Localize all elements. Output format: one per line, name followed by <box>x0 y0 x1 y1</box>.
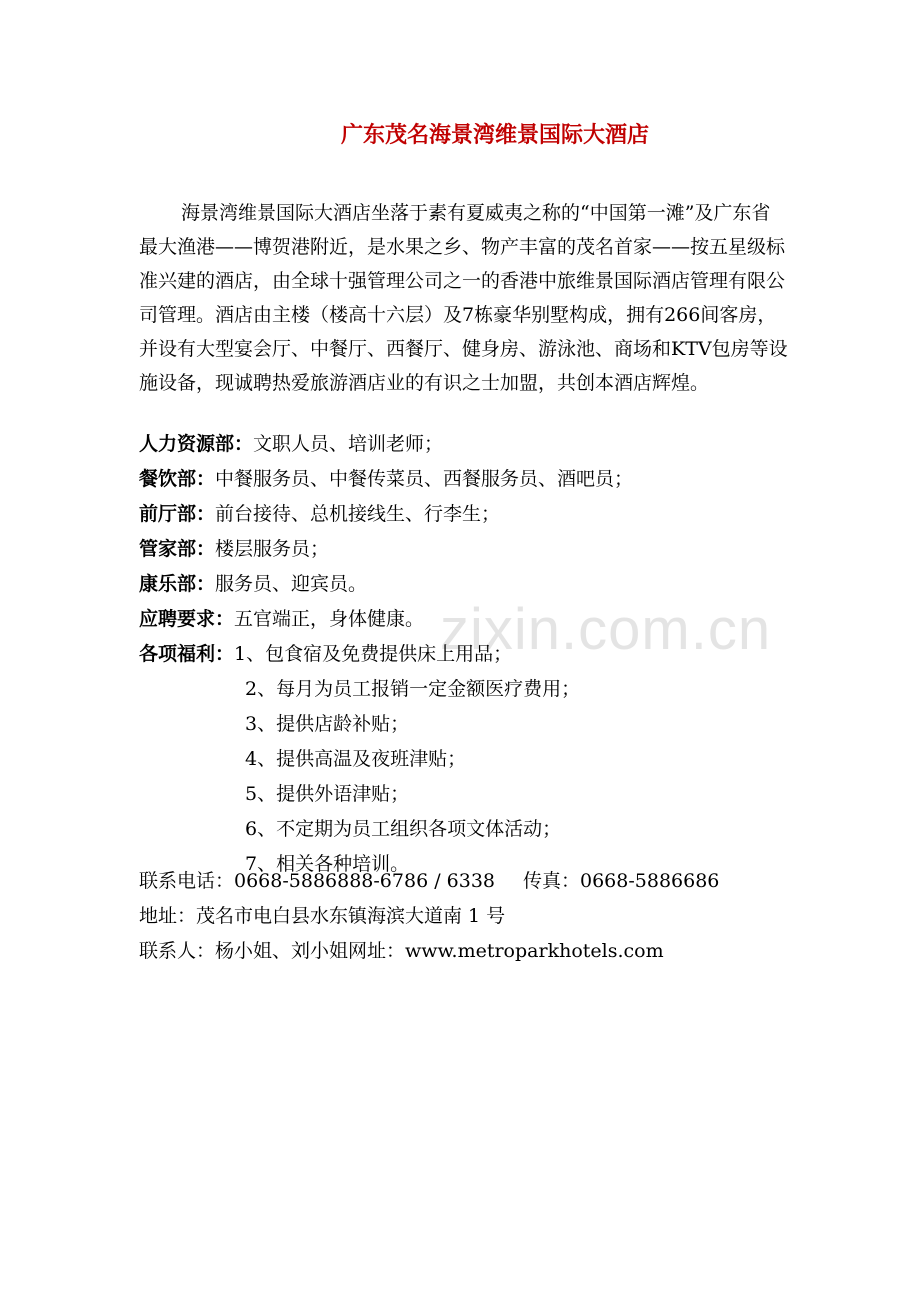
watermark: zixin.com.cn <box>440 597 772 662</box>
department-label: 康乐部： <box>139 573 216 595</box>
contact-block <box>139 864 789 969</box>
contact-address: 地址：茂名市电白县水东镇海滨大道南 1 号 <box>139 905 506 927</box>
contact-address-row <box>139 899 789 934</box>
department-label: 餐饮部： <box>139 468 216 490</box>
contact-phone-fax-row <box>139 864 789 899</box>
department-row-front-office <box>139 497 789 532</box>
department-row-recreation <box>139 567 789 602</box>
benefit-item: 7、相关各种培训。 <box>245 853 410 875</box>
department-positions: 文职人员、培训老师； <box>253 433 444 455</box>
benefit-row-first <box>139 637 789 672</box>
benefit-item: 5、提供外语津贴； <box>245 783 410 805</box>
benefit-row <box>139 777 789 812</box>
intro-paragraph: 海景湾维景国际大酒店坐落于素有夏威夷之称的“中国第一滩”及广东省最大渔港——博贺港附近，是水果之乡、物产丰富的茂名首家——按五星级标准兴建的酒店，由全球十强管理公司之一的香港中旅维景国际酒店管理有限公司管理。酒店由主楼（楼高十六层）及7栋豪华别墅构成，拥有266间客房，并设有大型宴会厅、中餐厅、西餐厅、健身房、游泳池、商场和KTV包房等设施设备，现诚聘热爱旅游酒店业的有识之士加盟，共创本酒店辉煌。 <box>139 202 788 394</box>
requirements-label: 应聘要求： <box>139 608 235 630</box>
department-label: 前厅部： <box>139 503 216 525</box>
benefit-row <box>139 707 789 742</box>
department-positions: 服务员、迎宾员。 <box>215 573 368 595</box>
benefit-row <box>139 812 789 847</box>
benefit-row <box>139 742 789 777</box>
benefit-row <box>139 672 789 707</box>
department-positions: 楼层服务员； <box>215 538 330 560</box>
document-title: 广东茂名海景湾维景国际大酒店 <box>340 122 649 148</box>
benefits-label: 各项福利： <box>139 643 235 665</box>
contact-phone: 联系电话：0668-5886888-6786 / 6338 <box>139 870 495 892</box>
benefit-item: 2、每月为员工报销一定金额医疗费用； <box>245 678 581 700</box>
benefit-item: 3、提供店龄补贴； <box>245 713 410 735</box>
department-positions: 前台接待、总机接线生、行李生； <box>215 503 501 525</box>
benefit-item: 1、包食宿及免费提供床上用品； <box>234 643 513 665</box>
benefit-item: 4、提供高温及夜班津贴； <box>245 748 467 770</box>
contact-person-website: 联系人：杨小姐、刘小姐网址：www.metroparkhotels.com <box>139 940 664 962</box>
department-row-hr <box>139 427 789 462</box>
requirements-text: 五官端正，身体健康。 <box>234 608 425 630</box>
department-list <box>139 427 789 882</box>
department-label: 人力资源部： <box>139 433 254 455</box>
requirements-row <box>139 602 789 637</box>
contact-fax: 传真：0668-5886686 <box>523 870 720 892</box>
department-positions: 中餐服务员、中餐传菜员、西餐服务员、酒吧员； <box>215 468 634 490</box>
department-row-housekeeping <box>139 532 789 567</box>
benefit-item: 6、不定期为员工组织各项文体活动； <box>245 818 562 840</box>
contact-person-row <box>139 934 789 969</box>
department-label: 管家部： <box>139 538 216 560</box>
department-row-fb <box>139 462 789 497</box>
